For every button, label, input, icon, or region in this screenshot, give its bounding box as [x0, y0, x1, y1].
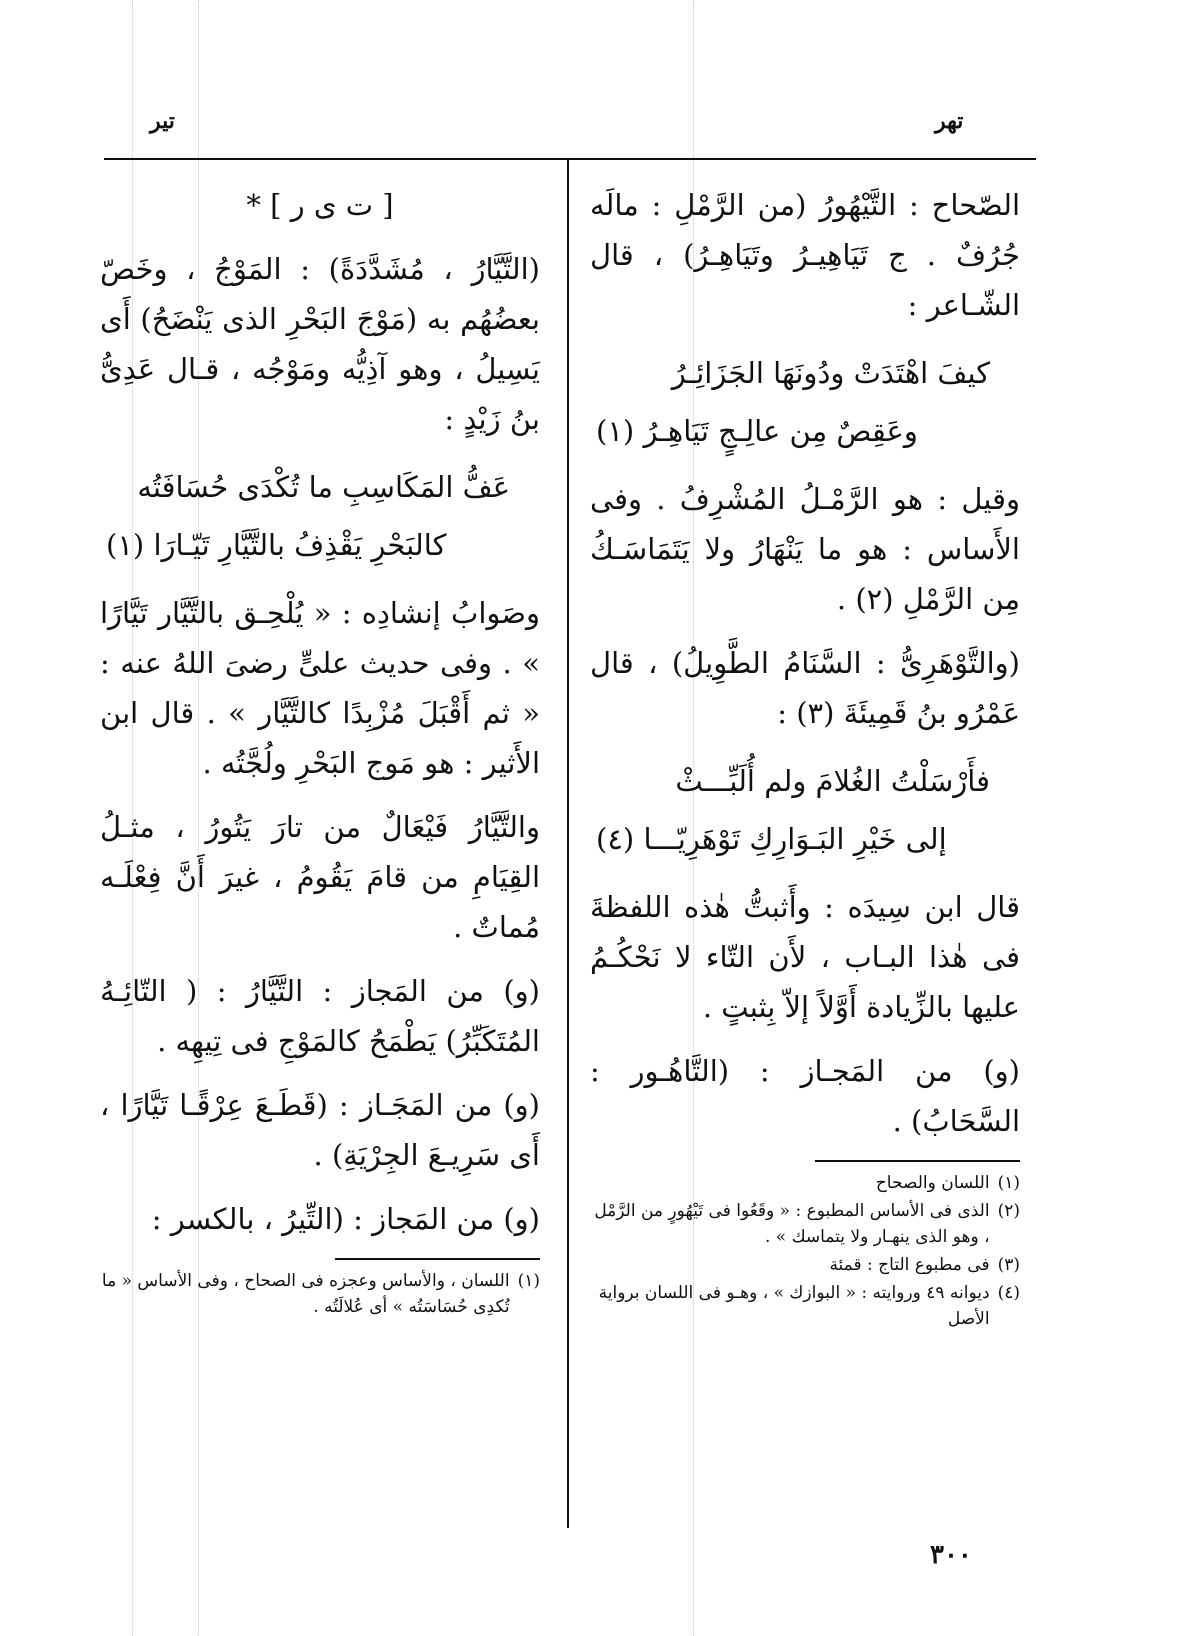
footnote-number: (٤)	[997, 1283, 1020, 1303]
footnote-text: اللسان ، والأساس وعجزه فى الصحاح ، وفى الأساس « ما تُكدِى حُسَاسَتُه » أى عُلالَتُه .	[101, 1271, 510, 1317]
footnote-rule	[815, 1160, 1020, 1162]
footnote-text: فى مطبوع التاج : قمئة	[829, 1255, 990, 1275]
page-number: ٣٠٠	[930, 1540, 972, 1570]
footnote-number: (٣)	[997, 1255, 1020, 1275]
left-column	[100, 180, 540, 1322]
verse-line: عَفُّ المَكَاسِبِ ما تُكْدَى حُسَافَتُه	[137, 470, 510, 504]
header-rule	[104, 158, 1036, 160]
entry-heading: [ ت ى ر ] *	[246, 188, 394, 222]
paragraph: (و) من المَجَـاز : (قَطَـعَ عِرْقًـا تَيَّارًا ، أَى سَرِيـعَ الجِرْيَةِ) .	[100, 1088, 540, 1172]
right-column	[590, 180, 1020, 1334]
paragraph: قال ابن سِيدَه : وأَثبتُّ هٰذه اللفظةَ فى هٰذا البـاب ، لأَن التّاء لا نَحْكُـمُ عليها بالزِّيادة أَوَّلاً إلاّ بِثبتٍ .	[590, 890, 1020, 1024]
footnote-number: (٢)	[997, 1201, 1020, 1221]
paragraph: (و) من المَجاز : التَّيَّارُ : ( التّائِـهُ المُتَكَبِّرُ) يَطْمَحُ كالمَوْجِ فى تِيهِه .	[100, 974, 540, 1058]
verse-line: وعَقِصٌ مِن عالِـجٍ تَيَاهِـرُ (١)	[596, 414, 918, 448]
footnote-rule	[335, 1258, 540, 1260]
verse	[590, 344, 1020, 460]
footnote	[590, 1280, 1020, 1332]
footnote-number: (١)	[997, 1173, 1020, 1193]
footnote-number: (١)	[517, 1271, 540, 1291]
verse-line: إلى خَيْرِ البَـوَارِكِ تَوْهَرِيّـــا (٤)	[596, 822, 947, 856]
footnote-text: ديوانه ٤٩ وروايته : « البوازك » ، وهـو فى اللسان برواية الأصل	[598, 1283, 990, 1329]
verse-line: فأَرْسَلْتُ الغُلامَ ولم أُلَبِّـــثْ	[675, 764, 990, 798]
footnote	[590, 1170, 1020, 1196]
verse-line: كالبَحْرِ يَقْذِفُ بالتَّيَّارِ تَيّـارَا (١)	[106, 528, 447, 562]
verse	[590, 752, 1020, 868]
footnote	[590, 1198, 1020, 1250]
paragraph: الصّحاح : التَّيْهُورُ (من الرَّمْلِ : مالَه جُرُفٌ . ج تَيَاهِيـرُ وتَيَاهِـرُ) ، قال الشّـاعر :	[590, 188, 1020, 322]
footnote-text: اللسان والصحاح	[875, 1173, 990, 1193]
paragraph: وصَوابُ إنشادِه : « يُلْحِـق بالتَّيَّار تَيَّارًا » . وفى حديث علىٍّ رضىَ اللهُ عنه : « ثم أَقْبَلَ مُزْبِدًا كالتَّيَّار » . قال ابن الأَثير : هو مَوج البَحْرِ ولُجَّتُه .	[100, 596, 540, 780]
column-divider	[567, 160, 569, 1528]
paragraph: (والتَّوْهَرِىُّ : السَّنَامُ الطَّوِيلُ) ، قال عَمْرُو بنُ قَمِيئَةَ (٣) :	[590, 646, 1020, 730]
footnote	[590, 1252, 1020, 1278]
verse	[100, 458, 540, 574]
paragraph: (التَّيَّارُ ، مُشَدَّدَةً) : المَوْجُ ، وخَصّ بعضُهُم به (مَوْجَ البَحْرِ الذى يَنْضَحُ) أَى يَسِيلُ ، وهو آذِيُّه ومَوْجُه ، قـال عَدِىُّ بنُ زَيْدٍ :	[100, 252, 540, 436]
running-head-right: تهر	[935, 108, 964, 134]
running-head-left: تير	[150, 108, 175, 134]
paragraph: (و) من المَجاز : (التِّيرُ ، بالكسر :	[151, 1202, 540, 1236]
paragraph: والتَّيَّارُ فَيْعَالٌ من تارَ يَتُورُ ، مثـلُ القِيَامِ من قامَ يَقُومُ ، غيرَ أَنَّ فِعْلَـه مُماتٌ .	[100, 810, 540, 944]
paragraph: وقيل : هو الرَّمْـلُ المُشْرِفُ . وفى الأَساس : هو ما يَنْهَارُ ولا يَتَمَاسَـكُ مِن الرَّمْلِ (٢) .	[590, 482, 1020, 616]
paragraph: (و) من المَجـاز : (التَّاهُـور : السَّحَابُ) .	[590, 1054, 1020, 1138]
footnote-text: الذى فى الأساس المطبوع : « وقَعُوا فى تَيْهُورٍ من الرَّمْل ، وهو الذى ينهـار ولا يتماسك » .	[594, 1201, 990, 1247]
footnote	[100, 1268, 540, 1320]
verse-line: كيفَ اهْتَدَتْ ودُونَهَا الجَزَائِـرُ	[671, 356, 990, 390]
